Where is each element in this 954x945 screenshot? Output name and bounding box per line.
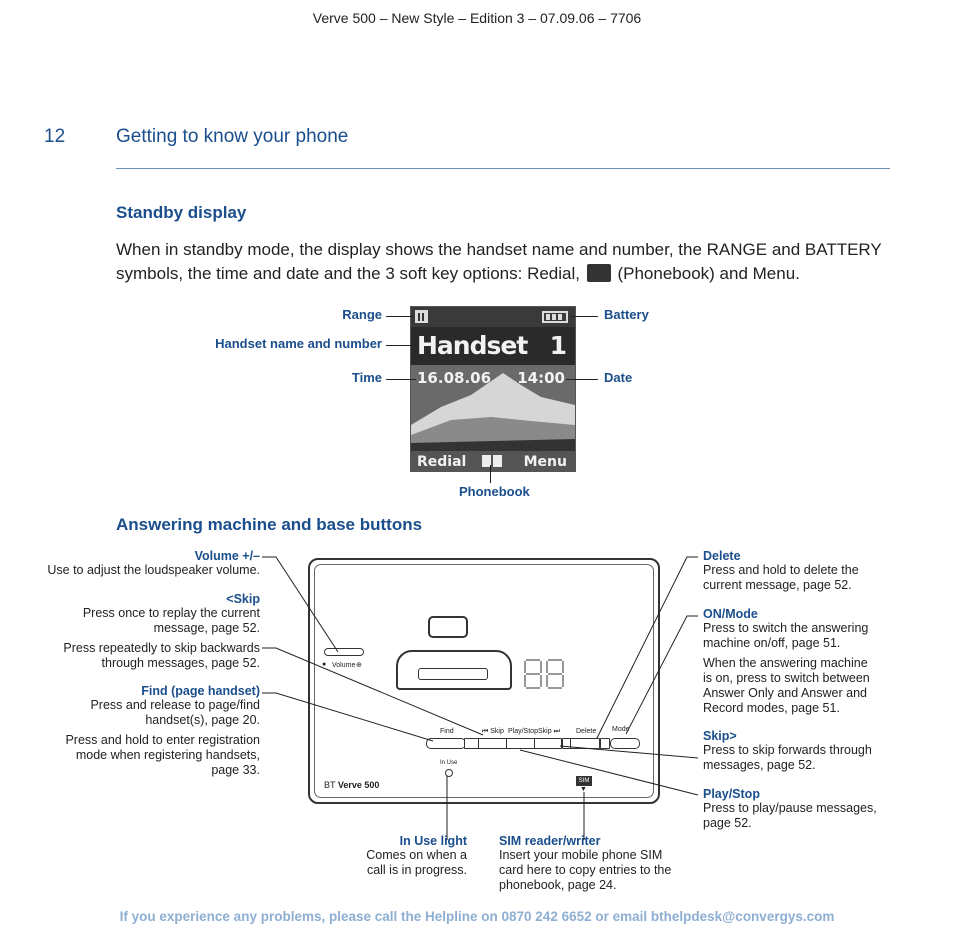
softkey-menu: Menu (523, 454, 567, 470)
leader-date (566, 379, 598, 380)
charging-contacts (418, 668, 488, 680)
handset-cradle (396, 650, 512, 690)
handset-cradle-top (428, 616, 468, 638)
phonebook-icon (587, 264, 611, 282)
in-use-light (445, 769, 453, 777)
screen-handset-name: Handset (417, 331, 528, 360)
screen-handset-number: 1 (549, 331, 567, 360)
brand-label (324, 780, 379, 790)
callout-delete (703, 549, 873, 593)
callout-onmode-title: ON/Mode (703, 607, 758, 621)
callout-skip-fwd (703, 729, 878, 773)
play-stop-label: Play/Stop (508, 728, 538, 735)
skip-back-label: ⏮ Skip (482, 728, 504, 735)
intro-text-1: When in standby mode, the display shows the handset name and number, the RANGE and BATTERY symbols, the time and date and the 3 soft key options: Redial, (116, 240, 882, 283)
callout-sim (499, 834, 679, 893)
callout-sim-title: SIM reader/writer (499, 834, 601, 848)
callout-skipback-desc1: Press once to replay the current message, page 52. (82, 606, 260, 635)
brand-model: Verve 500 (337, 780, 380, 790)
callout-volume-desc: Use to adjust the loudspeaker volume. (47, 563, 260, 577)
volume-plus-icon: ⊕ (356, 662, 362, 669)
callout-onmode (703, 607, 873, 716)
callout-find-desc1: Press and release to page/find handset(s), page 20. (90, 698, 260, 727)
softkey-bar (411, 451, 575, 471)
label-battery: Battery (604, 307, 649, 322)
callout-play-stop (703, 787, 878, 831)
mode-label: Mode (612, 726, 630, 733)
intro-text-2: (Phonebook) and Menu. (617, 264, 800, 283)
callout-playstop-desc: Press to play/pause messages, page 52. (703, 801, 877, 830)
callout-inuse-desc: Comes on when a call is in progress. (366, 848, 467, 877)
label-phonebook: Phonebook (459, 484, 530, 499)
chapter-title: Getting to know your phone (116, 126, 349, 147)
standby-intro (116, 238, 896, 286)
range-icon (415, 310, 429, 324)
delete-button[interactable] (570, 738, 600, 749)
leader-range (386, 316, 414, 317)
volume-button[interactable] (324, 648, 364, 656)
callout-skipback-title: <Skip (226, 592, 260, 606)
leader-handset-name (386, 345, 416, 346)
page-number: 12 (44, 126, 66, 147)
message-counter-display (522, 658, 566, 692)
callout-find-title: Find (page handset) (141, 684, 260, 698)
answering-heading: Answering machine and base buttons (116, 515, 423, 534)
delete-label: Delete (576, 728, 597, 735)
callout-sim-desc: Insert your mobile phone SIM card here to copy entries to the phonebook, page 24. (499, 848, 672, 892)
leader-time (386, 379, 416, 380)
label-time: Time (351, 370, 382, 385)
callout-playstop-title: Play/Stop (703, 787, 760, 801)
leader-battery (570, 316, 598, 317)
callout-skipfwd-desc: Press to skip forwards through messages, page 52. (703, 743, 872, 772)
edition-header: Verve 500 – New Style – Edition 3 – 07.09.06 – 7706 (312, 10, 642, 26)
header-rule (116, 168, 890, 169)
find-button[interactable] (426, 738, 466, 749)
screen-date: 16.08.06 (417, 369, 492, 387)
play-stop-button[interactable] (506, 738, 536, 749)
skip-fwd-button[interactable] (534, 738, 562, 749)
callout-skip-back (60, 592, 260, 671)
volume-minus-icon: ● (322, 661, 327, 668)
sim-arrow-icon: ▼ (580, 786, 587, 793)
callout-delete-title: Delete (703, 549, 741, 563)
brand-bt: BT (324, 780, 336, 790)
sim-slot[interactable]: SIM (576, 776, 592, 786)
label-date: Date (604, 370, 633, 385)
battery-icon (541, 311, 569, 323)
skip-fwd-text: Skip (538, 728, 552, 735)
callout-skipfwd-title: Skip> (703, 729, 737, 743)
softkey-phonebook-icon (481, 454, 503, 468)
leader-phonebook (490, 465, 491, 483)
skip-back-button[interactable] (478, 738, 508, 749)
mode-button[interactable] (610, 738, 640, 749)
label-handset-name: Handset name and number (215, 336, 382, 351)
standby-heading: Standby display (116, 203, 247, 222)
delete-button-edge[interactable] (600, 738, 610, 749)
callout-onmode-desc1: Press to switch the answering machine on/off, page 51. (703, 621, 869, 650)
callout-inuse-title: In Use light (399, 834, 467, 848)
in-use-label: In Use (440, 760, 458, 766)
callout-volume (40, 549, 260, 578)
handset-screen (410, 306, 576, 472)
callout-find-desc2: Press and hold to enter registration mode when registering handsets, page 33. (65, 733, 260, 777)
screen-time: 14:00 (517, 369, 565, 387)
callout-delete-desc: Press and hold to delete the current message, page 52. (703, 563, 859, 592)
softkey-redial: Redial (417, 454, 467, 470)
volume-label: Volume (332, 662, 356, 669)
callout-in-use (352, 834, 467, 878)
callout-find (60, 684, 260, 778)
label-range: Range (342, 307, 382, 322)
callout-volume-title: Volume +/– (194, 549, 260, 563)
callout-onmode-desc2: When the answering machine is on, press to switch between Answer Only and Answer and Record modes, page 51. (703, 656, 870, 715)
skip-fwd-label: Skip ⏭ (538, 728, 560, 735)
find-label: Find (440, 728, 454, 735)
skip-back-text: Skip (490, 728, 504, 735)
base-unit (308, 558, 660, 804)
helpline-footer: If you experience any problems, please call the Helpline on 0870 242 6652 or email bthelpdesk@convergys.com (119, 909, 835, 924)
callout-skipback-desc2: Press repeatedly to skip backwards through messages, page 52. (63, 641, 260, 670)
